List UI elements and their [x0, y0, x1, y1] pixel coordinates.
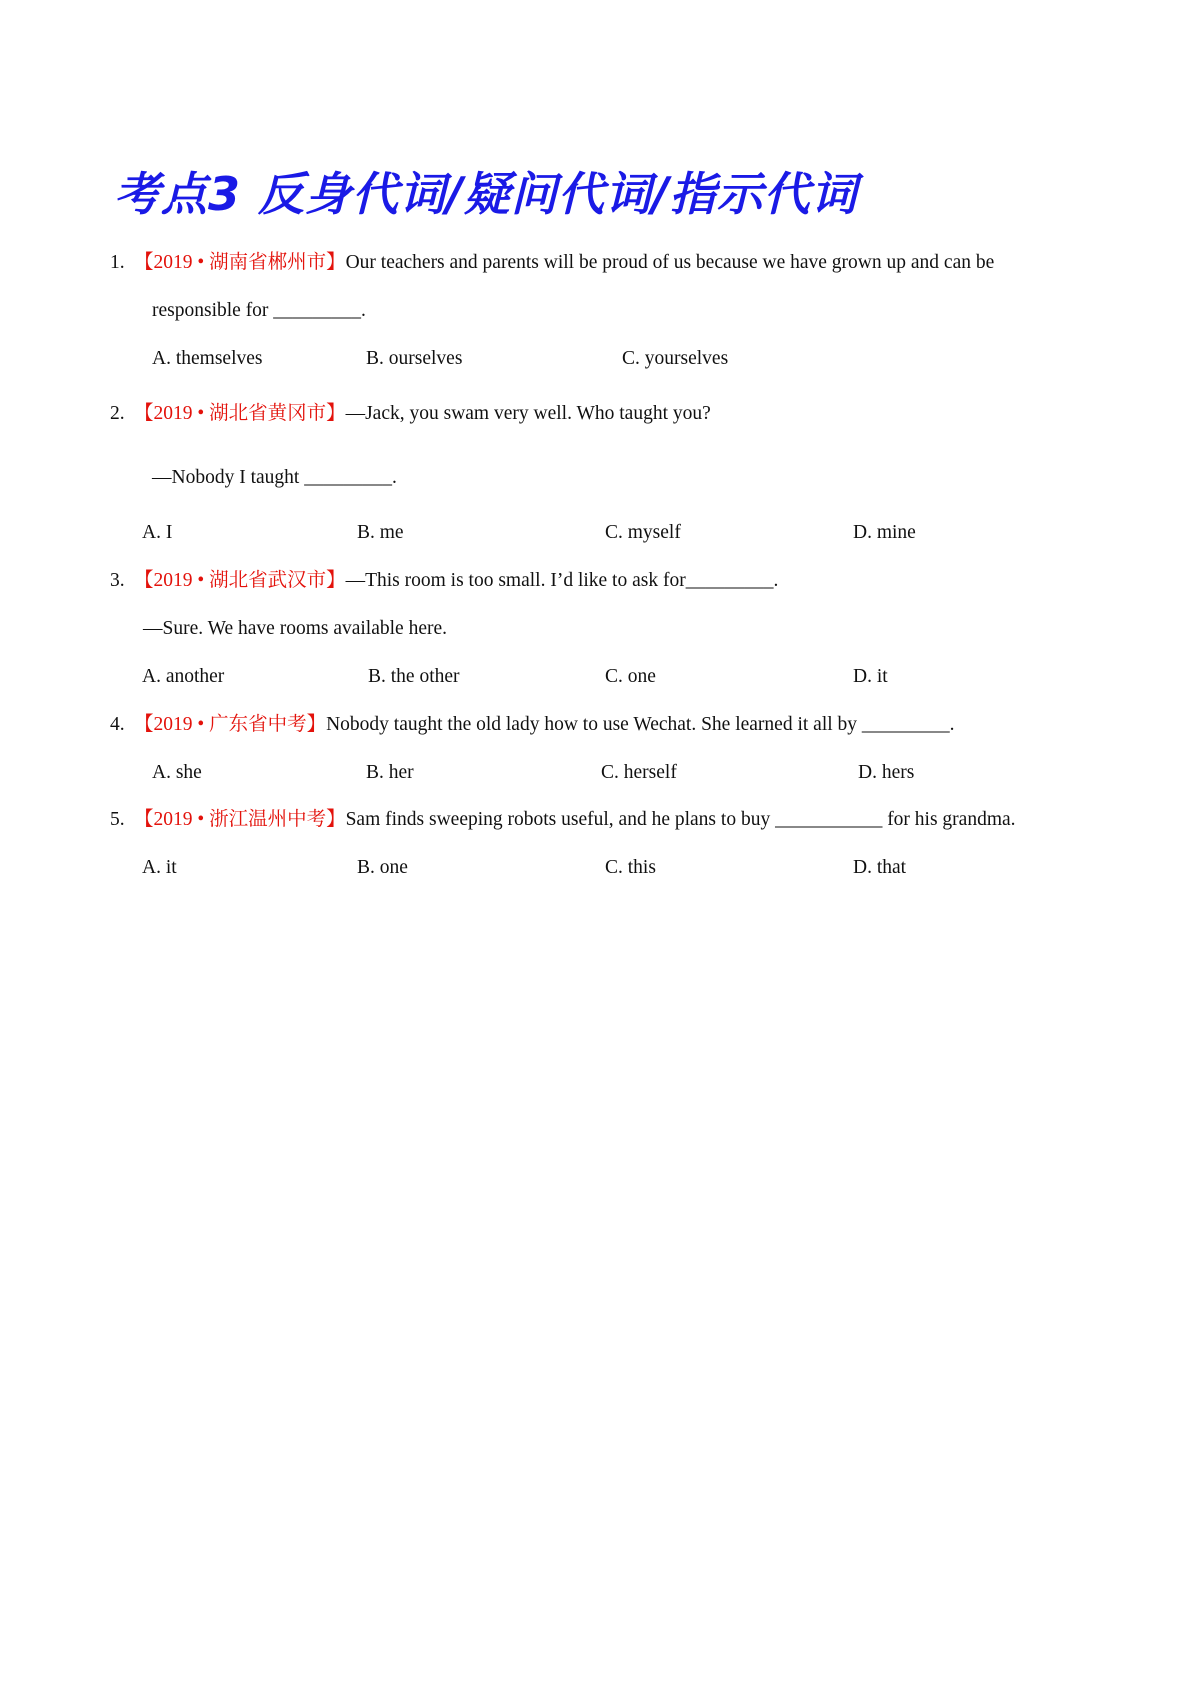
- question-stem: —Jack, you swam very well. Who taught you?: [345, 403, 711, 424]
- question-number: 5.: [110, 809, 125, 830]
- option-c: C. one: [605, 666, 656, 687]
- option-d: D. hers: [858, 762, 915, 783]
- question-stem: Sam finds sweeping robots useful, and he plans to buy ___________ for his grandma.: [345, 809, 1016, 830]
- question-number: 3.: [110, 570, 125, 591]
- option-a: A. she: [152, 762, 202, 783]
- option-a: A. it: [142, 857, 177, 878]
- option-a: A. I: [142, 522, 173, 543]
- question-source: 【2019 • 湖北省黄冈市】: [134, 403, 346, 424]
- question-source: 【2019 • 湖北省武汉市】: [134, 570, 346, 591]
- option-a: A. themselves: [152, 348, 263, 369]
- option-c: C. yourselves: [622, 348, 729, 369]
- option-c: C. this: [605, 857, 656, 878]
- option-d: D. it: [853, 666, 888, 687]
- option-c: C. herself: [601, 762, 677, 783]
- question-stem: Our teachers and parents will be proud of us because we have grown up and can be: [345, 252, 995, 273]
- option-a: A. another: [142, 666, 225, 687]
- question-number: 4.: [110, 714, 125, 735]
- question-stem: —This room is too small. I’d like to ask for_________.: [345, 570, 779, 591]
- option-c: C. myself: [605, 522, 681, 543]
- question-number: 1.: [110, 252, 125, 273]
- option-b: B. me: [357, 522, 404, 543]
- answer-line: —Nobody I taught _________.: [152, 467, 397, 488]
- option-b: B. one: [357, 857, 408, 878]
- question-stem: Nobody taught the old lady how to use Wechat. She learned it all by _________.: [326, 714, 955, 735]
- answer-line: —Sure. We have rooms available here.: [143, 618, 448, 639]
- option-b: B. ourselves: [366, 348, 463, 369]
- option-d: D. mine: [853, 522, 916, 543]
- question-number: 2.: [110, 403, 125, 424]
- question-stem-continued: responsible for _________.: [152, 300, 366, 321]
- option-b: B. the other: [368, 666, 460, 687]
- option-b: B. her: [366, 762, 414, 783]
- option-d: D. that: [853, 857, 907, 878]
- question-source: 【2019 • 广东省中考】: [134, 714, 327, 735]
- question-source: 【2019 • 湖南省郴州市】: [134, 252, 346, 273]
- page-title: 考点3 反身代词/疑问代词/指示代词: [114, 167, 858, 221]
- question-source: 【2019 • 浙江温州中考】: [134, 809, 346, 830]
